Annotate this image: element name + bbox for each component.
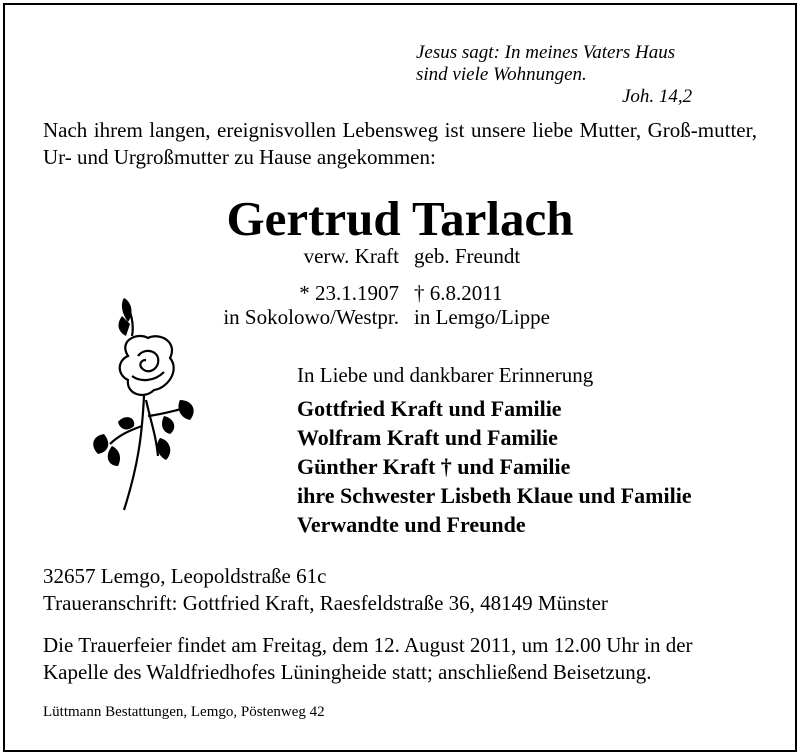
memory-line: In Liebe und dankbarer Erinnerung [297, 363, 594, 387]
funeral-info [43, 632, 693, 686]
funeral-line-1: Die Trauerfeier findet am Freitag, dem 12. August 2011, um 12.00 Uhr in der [43, 633, 693, 657]
deceased-name: Gertrud Tarlach [226, 191, 574, 246]
mourner-item: ihre Schwester Lisbeth Klaue und Familie [297, 483, 692, 508]
verse-reference: Joh. 14,2 [622, 86, 693, 107]
verse-line-2: sind viele Wohnungen. [416, 64, 587, 85]
married-name: verw. Kraft [303, 244, 399, 268]
intro-text: Nach ihrem langen, ereignisvollen Lebensweg ist unsere liebe Mutter, Groß-mutter, Ur- und Urgroßmutter zu Hause angekommen: [43, 118, 757, 169]
mourner-item: Verwandte und Freunde [297, 512, 526, 537]
mourner-item: Günther Kraft † und Familie [297, 454, 571, 479]
birth-name: geb. Freundt [414, 244, 521, 268]
undertaker-credit: Lüttmann Bestattungen, Lemgo, Pöstenweg 42 [43, 704, 325, 720]
mourner-item: Wolfram Kraft und Familie [297, 425, 558, 450]
bible-verse [416, 42, 675, 86]
death-date: † 6.8.2011 [414, 281, 503, 305]
verse-line-1: Jesus sagt: In meines Vaters Haus [416, 42, 676, 63]
address-line-1: 32657 Lemgo, Leopoldstraße 61c [43, 564, 327, 588]
birth-date: * 23.1.1907 [299, 281, 399, 305]
death-place: in Lemgo/Lippe [414, 305, 550, 329]
funeral-line-2: Kapelle des Waldfriedhofes Lüningheide statt; anschließend Beisetzung. [43, 660, 652, 684]
address-line-2: Traueranschrift: Gottfried Kraft, Raesfeldstraße 36, 48149 Münster [43, 591, 608, 615]
mourner-item: Gottfried Kraft und Familie [297, 396, 562, 421]
rose-icon [88, 296, 198, 516]
address-block [43, 563, 608, 617]
birth-place: in Sokolowo/Westpr. [223, 305, 399, 329]
mourners-list [297, 394, 692, 539]
